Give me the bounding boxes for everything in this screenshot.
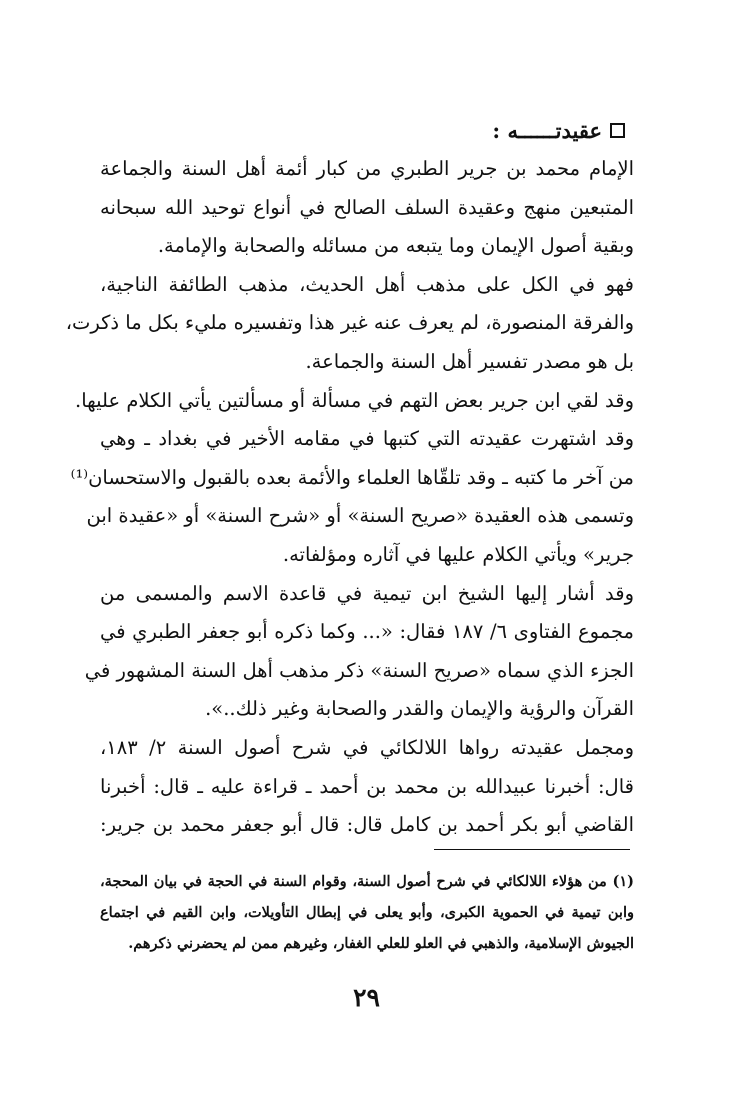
- text-line: الإمام محمد بن جرير الطبري من كبار أئمة أهل السنة والجماعة: [100, 157, 634, 180]
- text-line: وقد أشار إليها الشيخ ابن تيمية في قاعدة الاسم والمسمى من: [100, 581, 634, 605]
- section-heading-label: عقيدتــــــه :: [492, 117, 602, 143]
- text-line: المتبعين منهج وعقيدة السلف الصالح في أنواع توحيد الله سبحانه: [100, 195, 634, 219]
- text-line: القرآن والرؤية والإيمان والقدر والصحابة وغير ذلك..».: [205, 697, 634, 721]
- text-line: مجموع الفتاوى ٦/ ١٨٧ فقال: «... وكما ذكره أبو جعفر الطبري في: [100, 620, 635, 644]
- text-line: فهو في الكل على مذهب أهل الحديث، مذهب الطائفة الناجية،: [100, 272, 634, 296]
- footnote-line: الجيوش الإسلامية، والذهبي في العلو للعلي الغفار، وغيرهم ممن لم يحضرني ذكرهم.: [128, 935, 634, 952]
- text-line: ومجمل عقيدته رواها اللالكائي في شرح أصول السنة ٢/ ١٨٣،: [100, 735, 634, 759]
- page-number: ٢٩: [353, 983, 380, 1012]
- text-line: وقد لقي ابن جرير بعض التهم في مسألة أو مسألتين يأتي الكلام عليها.: [75, 388, 634, 412]
- text-line: القاضي أبو بكر أحمد بن كامل قال: قال أبو جعفر محمد بن جرير:: [100, 813, 634, 837]
- text-line: بل هو مصدر تفسير أهل السنة والجماعة.: [305, 349, 634, 373]
- text-line: والفرقة المنصورة، لم يعرف عنه غير هذا وتفسيره مليء بكل ما ذكرت،: [65, 311, 634, 335]
- text-line: وتسمى هذه العقيدة «صريح السنة» أو «شرح السنة» أو «عقيدة ابن: [86, 504, 634, 528]
- main-text: [65, 150, 635, 845]
- text-line: من آخر ما كتبه ـ وقد تلقّاها العلماء والأئمة بعده بالقبول والاستحسان⁽¹⁾: [70, 465, 634, 489]
- text-line: وبقية أصول الإيمان وما يتبعه من مسائله والصحابة والإمامة.: [157, 234, 634, 258]
- footnote-divider: [434, 849, 630, 850]
- footnote-line: وابن تيمية في الحموية الكبرى، وأبو يعلى في إبطال التأويلات، وابن القيم في اجتماع: [100, 904, 634, 921]
- footnote-line: (١) من هؤلاء اللالكائي في شرح أصول السنة، وقوام السنة في الحجة في بيان المحجة،: [100, 873, 634, 890]
- section-heading: [492, 116, 625, 144]
- text-line: قال: أخبرنا عبيدالله بن محمد بن أحمد ـ قراءة عليه ـ قال: أخبرنا: [100, 774, 634, 798]
- square-bullet-icon: [610, 123, 625, 138]
- text-line: الجزء الذي سماه «صريح السنة» ذكر مذهب أهل السنة المشهور في: [84, 658, 634, 682]
- footnotes: [100, 866, 634, 959]
- text-line: وقد اشتهرت عقيدته التي كتبها في مقامه الأخير في بغداد ـ وهي: [100, 427, 634, 451]
- text-line: جرير» ويأتي الكلام عليها في آثاره ومؤلفاته.: [282, 542, 634, 566]
